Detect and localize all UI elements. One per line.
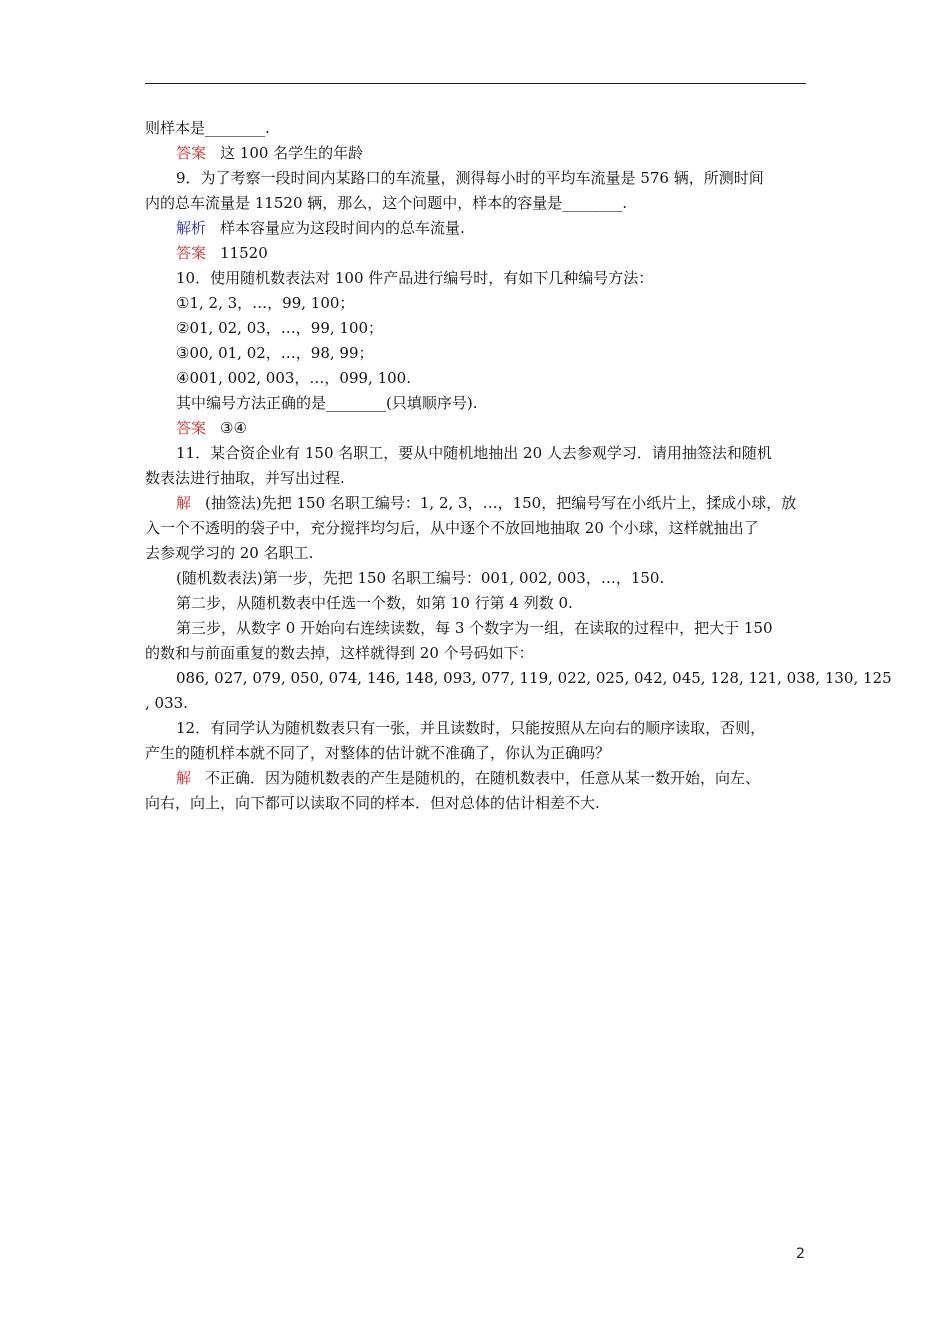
- text-line: [145, 441, 806, 466]
- line-text: 11．某合资企业有 150 名职工，要从中随机地抽出 20 人去参观学习．请用抽签法和随机: [176, 444, 772, 462]
- answer-label: 答案: [176, 419, 207, 437]
- line-text: 的数和与前面重复的数去掉，这样就得到 20 个号码如下：: [145, 644, 534, 662]
- answer-label: 解析: [176, 219, 207, 237]
- answer-label: 解: [176, 494, 192, 512]
- text-line: [145, 691, 806, 716]
- text-line: [145, 166, 806, 191]
- text-line: [145, 316, 806, 341]
- answer-label: 答案: [176, 144, 207, 162]
- line-text: 内的总车流量是 11520 辆，那么，这个问题中，样本的容量是________.: [145, 194, 628, 212]
- line-text: 第二步，从随机数表中任选一个数，如第 10 行第 4 列数 0.: [176, 594, 573, 612]
- line-text: 向右，向上，向下都可以读取不同的样本．但对总体的估计相差不大.: [145, 794, 600, 812]
- text-line: [145, 241, 806, 266]
- line-text: 去参观学习的 20 名职工.: [145, 544, 314, 562]
- text-line: [145, 491, 806, 516]
- line-text: ③④: [220, 419, 247, 437]
- text-line: [145, 666, 892, 691]
- text-line: [145, 341, 806, 366]
- text-line: [145, 391, 806, 416]
- text-line: [145, 716, 806, 741]
- line-text: 086, 027, 079, 050, 074, 146, 148, 093, 077, 119, 022, 025, 042, 045, 128, 121, 038, 130, 125: [176, 669, 892, 687]
- line-text: 9．为了考察一段时间内某路口的车流量，测得每小时的平均车流量是 576 辆，所测时间: [176, 169, 764, 187]
- text-line: [145, 116, 806, 141]
- page-number: 2: [796, 1246, 805, 1262]
- text-line: [145, 216, 806, 241]
- line-text: (随机数表法)第一步，先把 150 名职工编号：001, 002, 003，…，150.: [176, 569, 665, 587]
- header-rule: [145, 83, 806, 84]
- text-line: [145, 541, 806, 566]
- text-line: [145, 466, 806, 491]
- text-line: [145, 266, 806, 291]
- line-text: 第三步，从数字 0 开始向右连续读数，每 3 个数字为一组，在读取的过程中，把大于 150: [176, 619, 773, 637]
- text-line: [145, 766, 806, 791]
- line-text: ②01, 02, 03，…，99, 100；: [176, 319, 384, 337]
- line-text: 数表法进行抽取，并写出过程.: [145, 469, 345, 487]
- line-text: ①1, 2, 3，…，99, 100；: [176, 294, 355, 312]
- text-line: [145, 366, 806, 391]
- line-text: , 033.: [145, 694, 188, 712]
- line-text: ④001, 002, 003，…，099, 100.: [176, 369, 411, 387]
- text-line: [145, 641, 806, 666]
- line-text: 11520: [220, 244, 268, 262]
- text-line: [145, 516, 806, 541]
- document-body: [145, 116, 892, 816]
- line-text: 10．使用随机数表法对 100 件产品进行编号时，有如下几种编号方法：: [176, 269, 654, 287]
- line-text: 其中编号方法正确的是________(只填顺序号).: [176, 394, 478, 412]
- text-line: [145, 191, 806, 216]
- answer-label: 解: [176, 769, 192, 787]
- line-text: 产生的随机样本就不同了，对整体的估计就不准确了，你认为正确吗？: [145, 744, 611, 762]
- text-line: [145, 141, 806, 166]
- text-line: [145, 591, 806, 616]
- line-text: 这 100 名学生的年龄: [220, 144, 364, 162]
- line-text: 则样本是________.: [145, 119, 270, 137]
- line-text: 入一个不透明的袋子中，充分搅拌均匀后，从中逐个不放回地抽取 20 个小球，这样就抽出了: [145, 519, 759, 537]
- line-text: 样本容量应为这段时间内的总车流量.: [220, 219, 465, 237]
- text-line: [145, 416, 806, 441]
- line-text: ③00, 01, 02，…，98, 99；: [176, 344, 374, 362]
- line-text: 12．有同学认为随机数表只有一张，并且读数时，只能按照从左向右的顺序读取，否则，: [176, 719, 766, 737]
- text-line: [145, 616, 806, 641]
- line-text: (抽签法)先把 150 名职工编号：1, 2, 3，…，150，把编号写在小纸片上，揉成小球，放: [205, 494, 797, 512]
- answer-label: 答案: [176, 244, 207, 262]
- line-text: 不正确．因为随机数表的产生是随机的，在随机数表中，任意从某一数开始，向左、: [205, 769, 761, 787]
- text-line: [145, 741, 806, 766]
- text-line: [145, 291, 806, 316]
- text-line: [145, 791, 806, 816]
- text-line: [145, 566, 806, 591]
